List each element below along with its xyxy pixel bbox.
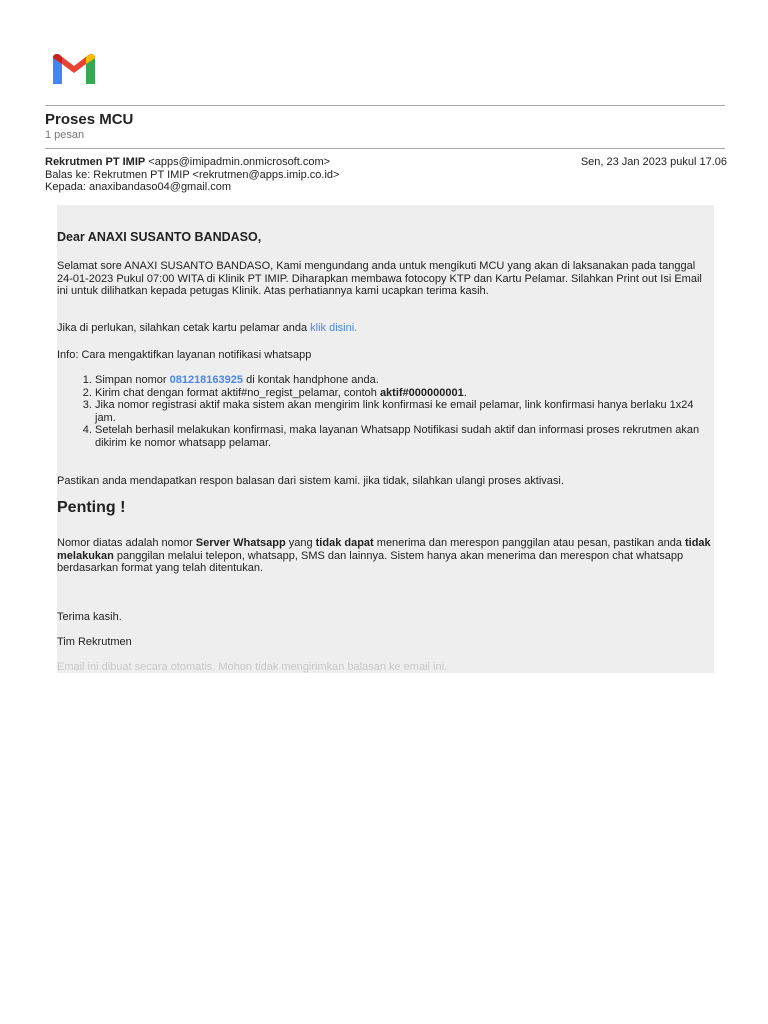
list-item: 4. Setelah berhasil melakukan konfirmasi, maka layanan Whatsapp Notifikasi sudah aktif dan informasi proses rekrutmen akan dikirim ke nomor whatsapp pelamar. — [95, 424, 714, 449]
thanks-line: Terima kasih. — [57, 611, 122, 623]
footer-note: Email ini dibuat secara otomatis. Mohon tidak mengirimkan balasan ke email ini. — [57, 661, 448, 673]
sender-name: Rekrutmen PT IMIP — [45, 156, 146, 168]
important-heading: Penting ! — [57, 499, 126, 516]
important-text: Nomor diatas adalah nomor — [57, 537, 196, 549]
print-card-link[interactable]: klik disini. — [310, 322, 358, 334]
activation-steps — [57, 374, 714, 450]
step-example: aktif#000000001 — [379, 386, 464, 399]
sender-email: <apps@imipadmin.onmicrosoft.com> — [148, 156, 331, 168]
email-meta — [45, 156, 727, 194]
step-text: di kontak handphone anda. — [243, 374, 379, 386]
list-item: 3. Jika nomor registrasi aktif maka sistem akan mengirim link konfirmasi ke email pelamar, link konfirmasi hanya berlaku 1x24 jam. — [95, 399, 714, 424]
subject-divider — [45, 148, 725, 149]
gmail-logo-icon — [53, 54, 95, 84]
print-card-line — [57, 322, 357, 335]
important-text: menerima dan merespon panggilan atau pesan, pastikan anda — [373, 537, 685, 549]
whatsapp-number-link[interactable]: 081218163925 — [169, 374, 244, 386]
info-line: Info: Cara mengaktifkan layanan notifikasi whatsapp — [57, 349, 312, 361]
important-paragraph — [57, 537, 714, 575]
reply-to: Balas ke: Rekrutmen PT IMIP <rekrutmen@apps.imip.co.id> — [45, 168, 340, 181]
confirm-paragraph: Pastikan anda mendapatkan respon balasan dari sistem kami. jika tidak, silahkan ulangi proses aktivasi. — [57, 475, 564, 487]
greeting: Dear ANAXI SUSANTO BANDASO, — [57, 230, 262, 244]
step-text: Kirim chat dengan format aktif#no_regist_pelamar, contoh — [95, 386, 380, 399]
recipient: Kepada: anaxibandaso04@gmail.com — [45, 181, 232, 194]
header-divider — [45, 105, 725, 106]
email-body — [57, 205, 714, 673]
important-bold: Server Whatsapp — [195, 537, 286, 549]
email-subject: Proses MCU — [45, 111, 134, 128]
important-text: panggilan melalui telepon, whatsapp, SMS dan lainnya. Sistem hanya akan menerima dan merespon chat whatsapp berdasarkan format yang telah ditentukan. — [57, 549, 684, 575]
step-text: Simpan nomor — [95, 374, 170, 386]
print-card-text: Jika di perlukan, silahkan cetak kartu pelamar anda — [57, 322, 311, 334]
important-bold: tidak melakukan — [57, 537, 711, 562]
important-bold: tidak dapat — [315, 537, 374, 549]
list-item — [95, 387, 714, 400]
important-text: yang — [285, 537, 316, 549]
step-text: . — [463, 386, 467, 399]
email-date: Sen, 23 Jan 2023 pukul 17.06 — [580, 156, 727, 168]
intro-paragraph: Selamat sore ANAXI SUSANTO BANDASO, Kami mengundang anda untuk mengikuti MCU yang akan di laksanakan pada tanggal 24-01-2023 Pukul 07:00 WITA di Klinik PT IMIP. Diharapkan membawa fotocopy KTP dan Kartu Pelamar. Silahkan Print out Isi Email ini untuk dilihatkan kepada petugas Klinik. Atas perhatiannya kami ucapkan terima kasih. — [57, 260, 702, 298]
signature: Tim Rekrutmen — [57, 636, 132, 648]
list-item — [95, 374, 714, 387]
message-count: 1 pesan — [45, 129, 85, 141]
